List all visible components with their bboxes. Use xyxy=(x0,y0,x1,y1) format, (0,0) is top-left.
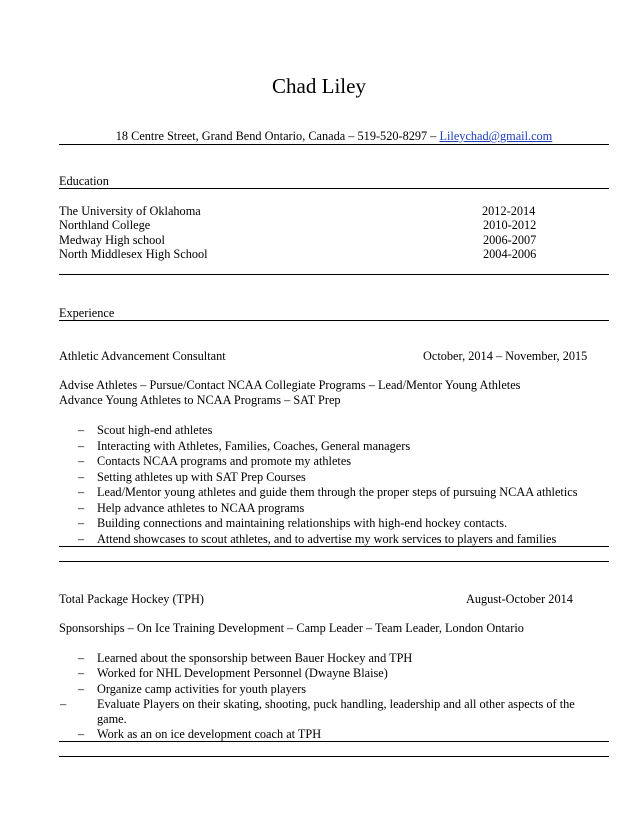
job-summary: Advance Young Athletes to NCAA Programs – SAT Prep xyxy=(59,393,341,407)
contact-line xyxy=(59,129,609,144)
email-link[interactable]: Lileychad@gmail.com xyxy=(439,129,553,143)
bullet-marker: – xyxy=(78,470,85,484)
list-item: Attend showcases to scout athletes, and to advertise my work services to players and families xyxy=(97,532,557,546)
list-item: Organize camp activities for youth players xyxy=(97,682,307,696)
education-section-rule xyxy=(59,274,609,275)
bullet-marker: – xyxy=(78,501,85,515)
list-item: Interacting with Athletes, Families, Coaches, General managers xyxy=(97,439,411,453)
bullet-marker: – xyxy=(78,439,85,453)
contact-text: 18 Centre Street, Grand Bend Ontario, Canada – 519-520-8297 – xyxy=(115,129,440,143)
job1-rule xyxy=(59,546,609,547)
list-item: Lead/Mentor young athletes and guide them through the proper steps of pursuing NCAA athletics xyxy=(97,485,578,499)
education-school: Medway High school xyxy=(59,233,165,247)
bullet-marker: – xyxy=(78,682,85,696)
list-item: Contacts NCAA programs and promote my athletes xyxy=(97,454,352,468)
list-item: Building connections and maintaining relationships with high-end hockey contacts. xyxy=(97,516,508,530)
job-title: Athletic Advancement Consultant xyxy=(59,349,226,363)
job-title: Total Package Hockey (TPH) xyxy=(59,592,204,606)
job1-section-rule xyxy=(59,561,609,562)
header-rule xyxy=(59,144,609,145)
education-years: 2012-2014 xyxy=(482,204,536,218)
experience-heading-rule xyxy=(59,320,609,321)
list-item: Learned about the sponsorship between Bauer Hockey and TPH xyxy=(97,651,413,665)
bullet-marker: – xyxy=(78,516,85,530)
bullet-marker: – xyxy=(78,666,85,680)
experience-heading: Experience xyxy=(59,306,115,320)
list-item: Evaluate Players on their skating, shooting, puck handling, leadership and all other aspects of the xyxy=(97,697,575,711)
bullet-marker: – xyxy=(78,727,85,741)
bullet-marker: – xyxy=(78,485,85,499)
bullet-marker: – xyxy=(78,423,85,437)
job2-rule xyxy=(59,741,609,742)
education-school: Northland College xyxy=(59,218,151,232)
education-years: 2006-2007 xyxy=(483,233,537,247)
education-heading-rule xyxy=(59,188,609,189)
bullet-marker: – xyxy=(78,532,85,546)
list-item: Scout high-end athletes xyxy=(97,423,213,437)
education-heading: Education xyxy=(59,174,109,188)
bullet-marker: – xyxy=(78,651,85,665)
job-dates: October, 2014 – November, 2015 xyxy=(423,349,588,363)
job-summary: Advise Athletes – Pursue/Contact NCAA Collegiate Programs – Lead/Mentor Young Athletes xyxy=(59,378,521,392)
job-summary: Sponsorships – On Ice Training Development – Camp Leader – Team Leader, London Ontario xyxy=(59,621,524,635)
list-item-continuation: game. xyxy=(97,712,127,726)
list-item: Setting athletes up with SAT Prep Courses xyxy=(97,470,306,484)
list-item: Help advance athletes to NCAA programs xyxy=(97,501,305,515)
resume-name: Chad Liley xyxy=(272,74,366,98)
education-years: 2010-2012 xyxy=(483,218,537,232)
education-school: The University of Oklahoma xyxy=(59,204,201,218)
education-school: North Middlesex High School xyxy=(59,247,208,261)
bullet-marker: – xyxy=(78,454,85,468)
education-years: 2004-2006 xyxy=(483,247,537,261)
bullet-marker: – xyxy=(60,697,67,711)
list-item: Work as an on ice development coach at TPH xyxy=(97,727,322,741)
list-item: Worked for NHL Development Personnel (Dwayne Blaise) xyxy=(97,666,388,680)
job2-section-rule xyxy=(59,756,609,757)
job-dates: August-October 2014 xyxy=(466,592,573,606)
